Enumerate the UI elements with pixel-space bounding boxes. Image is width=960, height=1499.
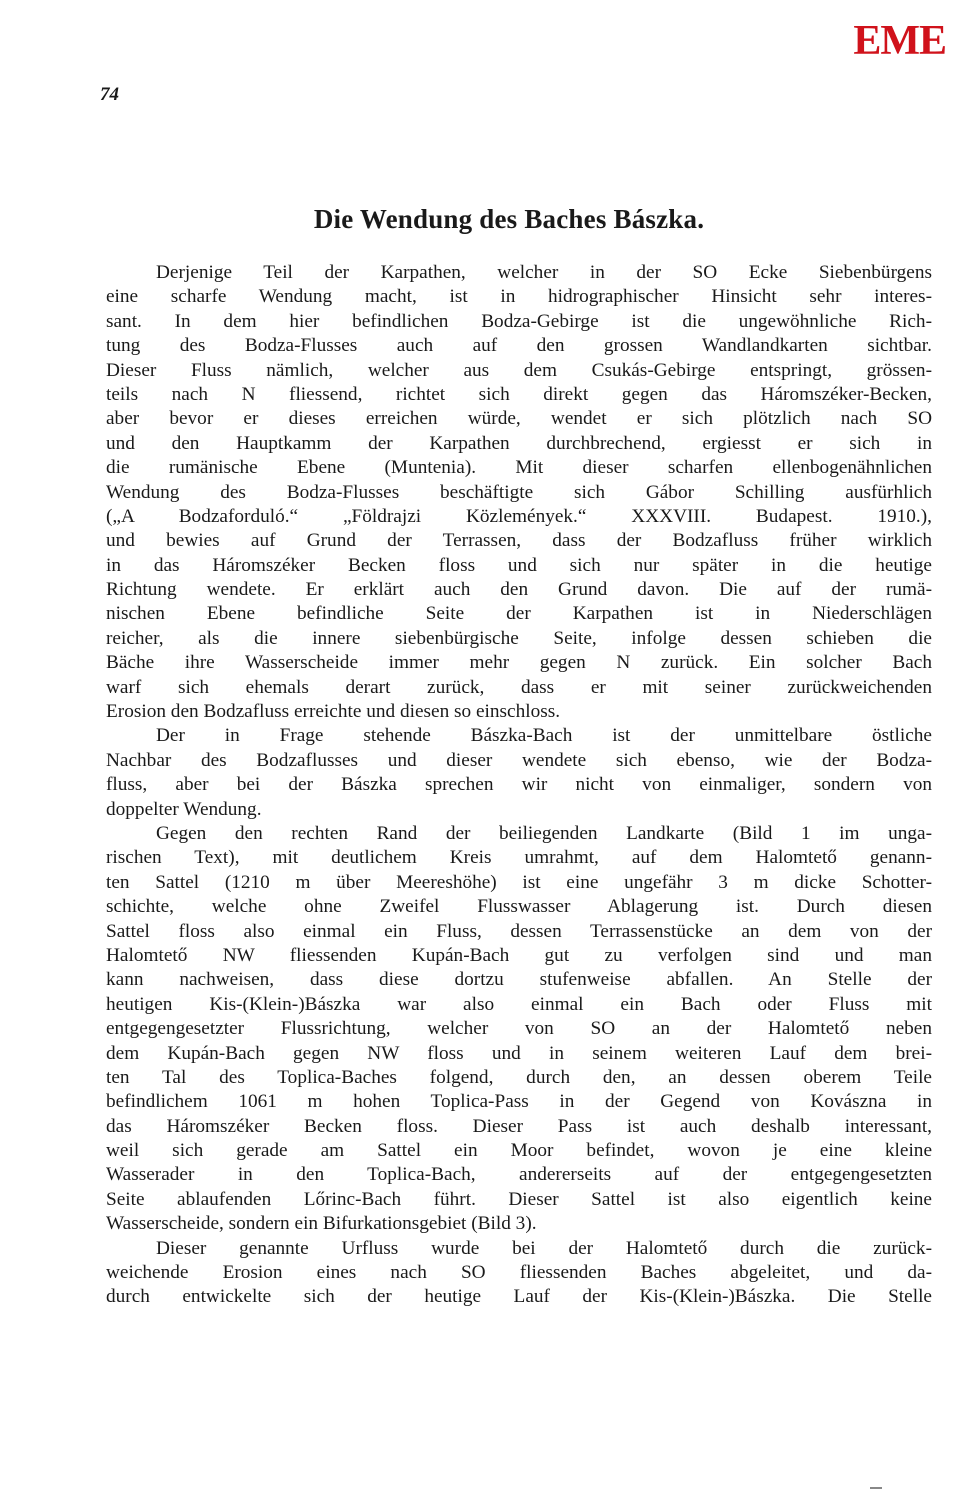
text-line: Bäche ihre Wasserscheide immer mehr gegen N zurück. Ein solcher Bach	[106, 652, 932, 674]
text-line: Nachbar des Bodzaflusses und dieser wendete sich ebenso, wie der Bodza-	[106, 749, 932, 771]
text-line: Erosion den Bodzafluss erreichte und diesen so einschloss.	[106, 701, 561, 723]
text-line: ten Sattel (1210 m über Meereshöhe) ist eine ungefähr 3 m dicke Schotter-	[106, 871, 932, 893]
text-line: aber bevor er dieses erreichen würde, wendet er sich plötzlich nach SO	[106, 408, 932, 430]
eme-logo-text: EME	[853, 18, 946, 64]
text-line: Dieser Fluss nämlich, welcher aus dem Csukás-Gebirge entspringt, grössen-	[106, 359, 932, 381]
text-line: kann nachweisen, dass diese dortzu stufenweise abfallen. An Stelle der	[106, 969, 932, 991]
text-line: reicher, als die innere siebenbürgische Seite, infolge dessen schieben die	[106, 627, 932, 649]
text-line: und bewies auf Grund der Terrassen, dass der Bodzafluss früher wirklich	[106, 530, 932, 552]
text-line: durch entwickelte sich der heutige Lauf der Kis-(Klein-)Bászka. Die Stelle	[106, 1286, 932, 1308]
text-line: in das Háromszéker Becken floss und sich nur später in die heutige	[106, 554, 932, 576]
text-line: doppelter Wendung.	[106, 798, 262, 820]
text-line: fluss, aber bei der Bászka sprechen wir nicht von einmaliger, sondern von	[106, 774, 932, 796]
text-line: ten Tal des Toplica-Baches folgend, durch den, an dessen oberem Teile	[106, 1066, 932, 1088]
text-line: und den Hauptkamm der Karpathen durchbrechend, ergiesst er sich in	[106, 432, 932, 454]
text-line: Halomtető NW fliessenden Kupán-Bach gut zu verfolgen sind und man	[106, 944, 932, 966]
text-line: tung des Bodza-Flusses auch auf den grossen Wandlandkarten sichtbar.	[106, 335, 932, 357]
text-line: sant. In dem hier befindlichen Bodza-Gebirge ist die ungewöhnliche Rich-	[106, 310, 932, 332]
text-line: Richtung wendete. Er erklärt auch den Grund davon. Die auf der rumä-	[106, 579, 932, 601]
text-line: Wasserader in den Toplica-Bach, andererseits auf der entgegengesetzten	[106, 1164, 932, 1186]
text-line: Der in Frage stehende Bászka-Bach ist der unmittelbare östliche	[156, 725, 932, 747]
text-line: eine scharfe Wendung macht, ist in hidrographischer Hinsicht sehr interes-	[106, 286, 932, 308]
scan-artifact	[870, 1487, 882, 1489]
page-number: 74	[100, 84, 119, 105]
text-line: Derjenige Teil der Karpathen, welcher in der SO Ecke Siebenbürgens	[156, 262, 932, 283]
text-line: schichte, welche ohne Zweifel Flusswasser Ablagerung ist. Durch diesen	[106, 896, 932, 918]
text-line: rischen Text), mit deutlichem Kreis umrahmt, auf dem Halomtető genann-	[106, 847, 932, 869]
text-line: das Háromszéker Becken floss. Dieser Pass ist auch deshalb interessant,	[106, 1115, 932, 1137]
article-title: Die Wendung des Baches Bászka.	[313, 204, 705, 234]
text-line: entgegengesetzter Flussrichtung, welcher von SO an der Halomtető neben	[106, 1018, 932, 1040]
text-line: Dieser genannte Urfluss wurde bei der Halomtető durch die zurück-	[156, 1237, 932, 1259]
text-line: Seite ablaufenden Lőrinc-Bach führt. Dieser Sattel ist also eigentlich keine	[106, 1188, 932, 1210]
text-line: Gegen den rechten Rand der beiliegenden Landkarte (Bild 1 im unga-	[156, 822, 932, 844]
eme-logo	[853, 20, 946, 62]
text-line: weil sich gerade am Sattel ein Moor befindet, wovon je eine kleine	[106, 1140, 932, 1162]
text-line: dem Kupán-Bach gegen NW floss und in seinem weiteren Lauf dem brei-	[106, 1042, 932, 1064]
text-line: Wendung des Bodza-Flusses beschäftigte sich Gábor Schilling ausfürhlich	[106, 481, 932, 503]
text-line: befindlichem 1061 m hohen Toplica-Pass in der Gegend von Kovászna in	[106, 1091, 932, 1113]
body-text	[106, 261, 932, 1310]
text-line: warf sich ehemals derart zurück, dass er mit seiner zurückweichenden	[106, 676, 932, 698]
text-line: Sattel floss also einmal ein Fluss, dessen Terrassenstücke an dem von der	[106, 920, 932, 942]
text-line: („A Bodzaforduló.“ „Földrajzi Közlemények.“ XXXVIII. Budapest. 1910.),	[106, 505, 932, 527]
text-line: die rumänische Ebene (Muntenia). Mit dieser scharfen ellenbogenähnlichen	[106, 457, 932, 479]
text-line: Wasserscheide, sondern ein Bifurkationsgebiet (Bild 3).	[106, 1213, 537, 1235]
text-line: heutigen Kis-(Klein-)Bászka war also einmal ein Bach oder Fluss mit	[106, 993, 932, 1015]
text-line: nischen Ebene befindliche Seite der Karpathen ist in Niederschlägen	[106, 603, 932, 625]
text-line: teils nach N fliessend, richtet sich direkt gegen das Háromszéker-Becken,	[106, 383, 932, 405]
text-line: weichende Erosion eines nach SO fliessenden Baches abgeleitet, und da-	[106, 1262, 932, 1284]
